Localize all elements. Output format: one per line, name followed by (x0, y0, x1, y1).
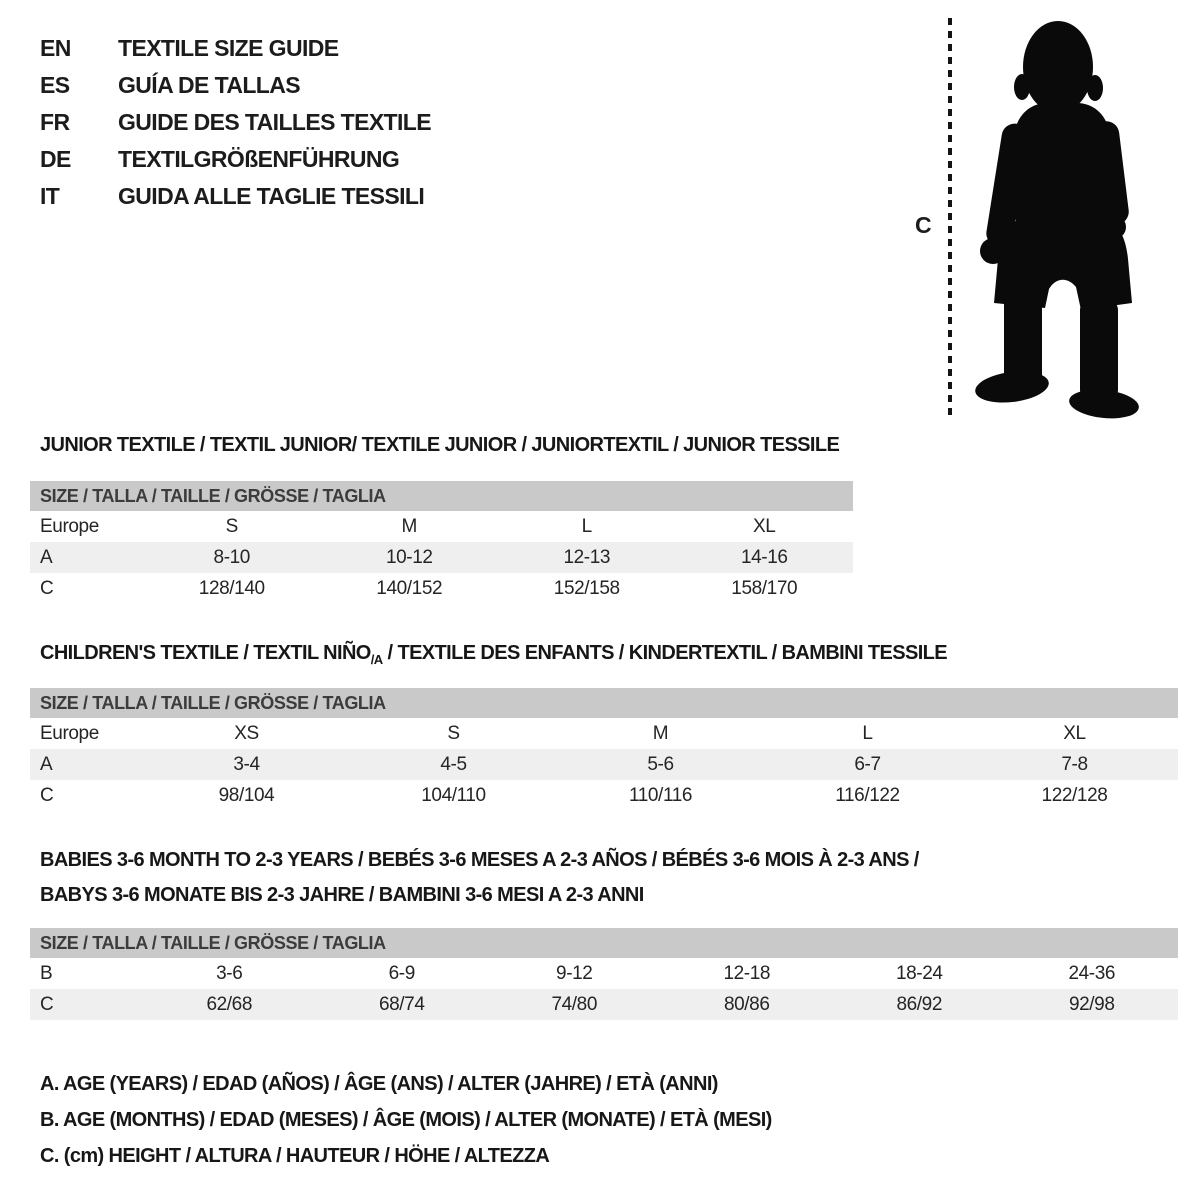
height-measure-dashed-line (948, 18, 952, 416)
row-label: A (40, 753, 53, 775)
value-cell: 110/116 (628, 784, 693, 806)
value-cell: 5-6 (647, 753, 674, 775)
size-columns-row (30, 718, 1178, 749)
language-code: EN (40, 35, 71, 61)
value-cell: 24-36 (1068, 962, 1116, 984)
babies-heading-line1: BABIES 3-6 MONTH TO 2-3 YEARS / BEBÉS 3-6 MESES A 2-3 AÑOS / BÉBÉS 3-6 MOIS À 2-3 ANS / (40, 849, 919, 871)
legend-line-b: B. AGE (MONTHS) / EDAD (MESES) / ÂGE (MOIS) / ALTER (MONATE) / ETÀ (MESI) (40, 1108, 772, 1131)
language-title: GUIDA ALLE TAGLIE TESSILI (118, 183, 425, 209)
value-cell: 152/158 (553, 577, 620, 599)
size-cell: M (401, 515, 417, 537)
value-cell: 74/80 (551, 993, 598, 1015)
children-size-table (30, 688, 1178, 811)
legend-line-a: A. AGE (YEARS) / EDAD (AÑOS) / ÂGE (ANS) / ALTER (JAHRE) / ETÀ (ANNI) (40, 1072, 718, 1095)
value-cell: 158/170 (731, 577, 798, 599)
size-cell: L (581, 515, 592, 537)
language-title: TEXTILE SIZE GUIDE (118, 35, 339, 61)
language-title: GUÍA DE TALLAS (118, 72, 300, 98)
babies-section-heading (40, 843, 919, 913)
value-cell: 12-13 (563, 546, 611, 568)
size-cell: XL (753, 515, 776, 537)
junior-size-table (30, 481, 853, 604)
children-section-heading (40, 642, 947, 667)
row-label: C (40, 577, 54, 599)
row-label: C (40, 993, 54, 1015)
region-label: Europe (40, 722, 99, 744)
size-cell: XL (1063, 722, 1086, 744)
junior-section-heading: JUNIOR TEXTILE / TEXTIL JUNIOR/ TEXTILE JUNIOR / JUNIORTEXTIL / JUNIOR TESSILE (40, 434, 840, 456)
size-cell: L (862, 722, 873, 744)
language-title: GUIDE DES TAILLES TEXTILE (118, 109, 431, 135)
measure-label-c: C (915, 212, 932, 238)
language-row-fr (40, 104, 431, 141)
value-cell: 80/86 (723, 993, 770, 1015)
row-label: B (40, 962, 53, 984)
babies-heading-line2: BABYS 3-6 MONATE BIS 2-3 JAHRE / BAMBINI 3-6 MESI A 2-3 ANNI (40, 884, 644, 906)
value-cell: 116/122 (835, 784, 900, 806)
children-heading-text: CHILDREN'S TEXTILE / TEXTIL NIÑO (40, 642, 371, 664)
table-row-a (30, 542, 853, 573)
value-cell: 122/128 (1041, 784, 1108, 806)
legend (40, 1066, 772, 1174)
language-row-es (40, 67, 431, 104)
language-code: IT (40, 183, 60, 209)
value-cell: 6-9 (388, 962, 415, 984)
table-row-c (30, 573, 853, 604)
row-label: A (40, 546, 53, 568)
size-header-bar: SIZE / TALLA / TAILLE / GRÖSSE / TAGLIA (30, 688, 1178, 718)
value-cell: 4-5 (440, 753, 467, 775)
children-heading-subscript: /A (370, 652, 383, 667)
value-cell: 62/68 (206, 993, 253, 1015)
value-cell: 86/92 (896, 993, 943, 1015)
row-label: C (40, 784, 54, 806)
value-cell: 68/74 (378, 993, 425, 1015)
language-row-de (40, 141, 431, 178)
size-columns-row (30, 511, 853, 542)
language-row-en (40, 30, 431, 67)
value-cell: 104/110 (421, 784, 486, 806)
size-cell: M (652, 722, 669, 744)
table-row-a (30, 749, 1178, 780)
language-code: FR (40, 109, 70, 135)
size-cell: S (447, 722, 460, 744)
region-label: Europe (40, 515, 99, 537)
language-list (40, 30, 431, 215)
language-code: DE (40, 146, 71, 172)
table-row-c (30, 989, 1178, 1020)
value-cell: 92/98 (1068, 993, 1115, 1015)
language-code: ES (40, 72, 70, 98)
value-cell: 8-10 (213, 546, 250, 568)
value-cell: 14-16 (740, 546, 788, 568)
language-row-it (40, 178, 431, 215)
children-heading-text: / TEXTILE DES ENFANTS / KINDERTEXTIL / BAMBINI TESSILE (382, 642, 948, 664)
value-cell: 7-8 (1061, 753, 1088, 775)
value-cell: 140/152 (376, 577, 443, 599)
value-cell: 9-12 (556, 962, 593, 984)
value-cell: 18-24 (895, 962, 943, 984)
babies-size-table (30, 928, 1178, 1020)
size-header-bar: SIZE / TALLA / TAILLE / GRÖSSE / TAGLIA (30, 481, 853, 511)
value-cell: 128/140 (198, 577, 265, 599)
value-cell: 6-7 (854, 753, 881, 775)
value-cell: 12-18 (723, 962, 771, 984)
table-row-c (30, 780, 1178, 811)
value-cell: 10-12 (385, 546, 433, 568)
value-cell: 3-4 (233, 753, 260, 775)
toddler-silhouette (968, 15, 1146, 419)
size-cell: S (225, 515, 238, 537)
table-row-b (30, 958, 1178, 989)
size-cell: XS (234, 722, 259, 744)
value-cell: 98/104 (218, 784, 275, 806)
size-header-bar: SIZE / TALLA / TAILLE / GRÖSSE / TAGLIA (30, 928, 1178, 958)
legend-line-c: C. (cm) HEIGHT / ALTURA / HAUTEUR / HÖHE / ALTEZZA (40, 1144, 550, 1167)
value-cell: 3-6 (216, 962, 243, 984)
language-title: TEXTILGRÖßENFÜHRUNG (118, 146, 400, 172)
